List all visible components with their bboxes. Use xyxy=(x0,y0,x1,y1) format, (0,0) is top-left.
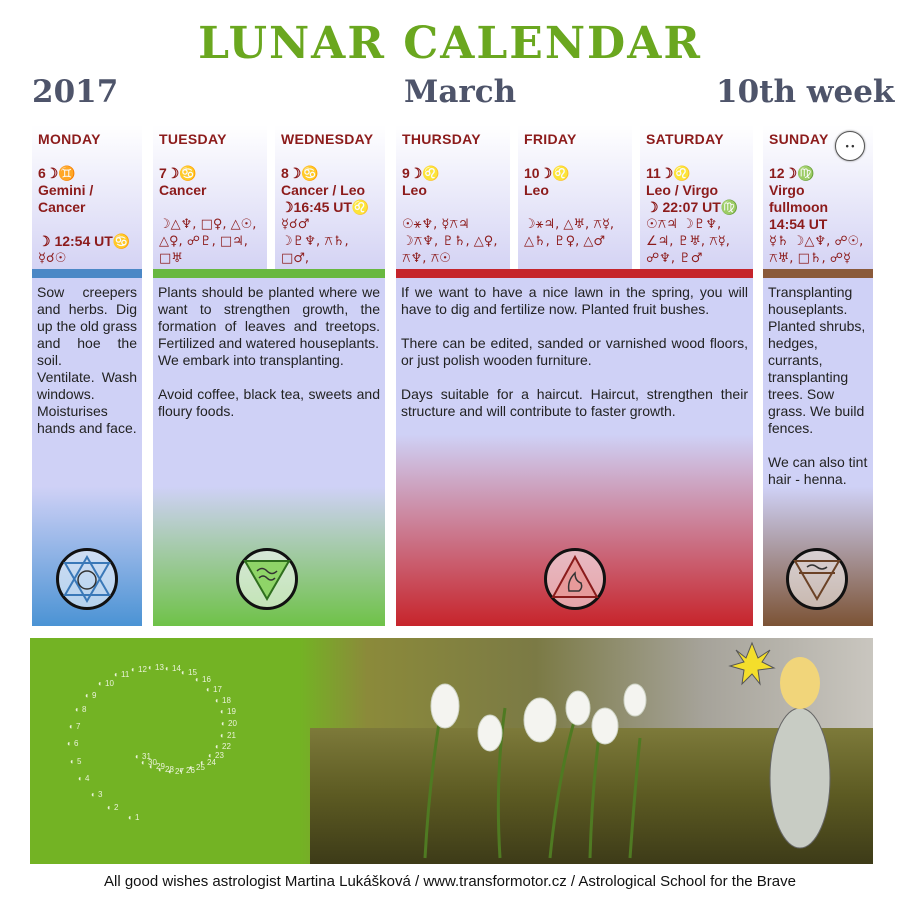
advice-text: Sow creepers and herbs. Dig up the old grass and hoe the soil. xyxy=(37,284,137,368)
day-sign: Cancer xyxy=(159,182,207,198)
day-time: 14:54 UT xyxy=(769,216,828,232)
figure-illustration xyxy=(730,643,830,848)
moon-phase-day: ◐ 21 xyxy=(220,731,236,740)
moon-phase-day: ◐ 15 xyxy=(181,668,197,677)
day-aspects: ☽△♆, □♀, △☉, xyxy=(159,217,257,232)
day-aspects: ☽⚻♆, ♇♄, △♀, xyxy=(402,234,498,249)
advice-text: There can be edited, sanded or varnished wood floors, or just polish wooden furniture. xyxy=(401,335,748,368)
year-label: 2017 xyxy=(32,74,119,110)
moon-phase-day: ◐ 26 xyxy=(179,766,195,775)
advice-text: Avoid coffee, black tea, sweets and floury foods. xyxy=(158,386,380,419)
day-name: SUNDAY xyxy=(769,131,829,147)
day-aspects: △♀, ☍♇, □♃, □♅ xyxy=(159,234,248,266)
advice-text: Transplanting houseplants. Planted shrubs, hedges, currants, transplanting trees. Sow grass. We build fences. xyxy=(768,284,866,436)
earth-element-icon xyxy=(786,548,848,610)
day-aspects: ☉⚹♆, ☿⚻♃ xyxy=(402,217,470,232)
day-sign: Leo / Virgo xyxy=(646,182,719,198)
day-name: MONDAY xyxy=(38,131,101,147)
day-name: THURSDAY xyxy=(402,131,481,147)
moon-phase-day: ◐ 16 xyxy=(195,675,211,684)
day-column-saturday xyxy=(640,125,753,269)
moon-phase-day: ◐ 6 xyxy=(67,739,79,748)
moon-phase-day: ◐ 22 xyxy=(215,742,231,751)
page-title: LUNAR CALENDAR xyxy=(198,18,702,69)
moon-phase-day: ◐ 4 xyxy=(78,774,90,783)
day-sign: Cancer / Leo xyxy=(281,182,366,198)
moon-phase-day: ◐ 20 xyxy=(221,719,237,728)
day-sign: Virgo xyxy=(769,182,805,198)
moon-phase-day: ◐ 24 xyxy=(200,758,216,767)
day-aspects: ☿☌☉ xyxy=(38,251,67,266)
fire-element-icon xyxy=(544,548,606,610)
day-date: 12☽♍ xyxy=(769,165,815,181)
moon-phase-day: ◐ 30 xyxy=(141,758,157,767)
moon-phase-day: ◐ 27 xyxy=(168,767,184,776)
day-sign: Leo xyxy=(402,182,427,198)
element-bar-fire xyxy=(396,269,753,278)
day-time: ☽ 22:07 UT♍ xyxy=(646,199,739,215)
moon-phase-day: ◐ 8 xyxy=(75,705,87,714)
day-date: 9☽♌ xyxy=(402,165,440,181)
advice-text: Plants should be planted where we want to strengthen growth, the formation of leaves and treetops. Fertilized and watered houseplants. We embark into transplanting. xyxy=(158,284,380,368)
day-aspects: ☽⚹♃, △♅, ⚻☿, xyxy=(524,217,615,232)
day-name: WEDNESDAY xyxy=(281,131,374,147)
day-column-friday xyxy=(518,125,632,269)
day-date: 6☽♊ xyxy=(38,165,76,181)
day-aspects: ☽♇♆, ⚻♄, □♂, xyxy=(281,234,349,266)
full-moon-icon: • • xyxy=(835,131,865,161)
day-column-monday xyxy=(32,125,142,269)
day-column-thursday xyxy=(396,125,510,269)
advice-text: Ventilate. Wash windows. Moisturises hands and face. xyxy=(37,369,137,436)
day-name: SATURDAY xyxy=(646,131,724,147)
day-aspects: ⚻♅, □♄, ☍☿ xyxy=(769,251,851,266)
footer-credits: All good wishes astrologist Martina Lukášková / www.transformotor.cz / Astrological School for the Brave xyxy=(104,873,796,890)
moon-phase-day: ◐ 2 xyxy=(107,803,119,812)
moon-phase-day: ◐ 17 xyxy=(206,685,222,694)
month-label: March xyxy=(404,74,517,110)
advice-text: We can also tint hair - henna. xyxy=(768,454,868,487)
day-date: 7☽♋ xyxy=(159,165,197,181)
day-date: 8☽♋ xyxy=(281,165,319,181)
moon-phase-day: ◐ 3 xyxy=(91,790,103,799)
moon-phase-day: ◐ 9 xyxy=(85,691,97,700)
day-column-sunday xyxy=(763,125,873,269)
water-element-icon xyxy=(56,548,118,610)
moon-phase-day: ◐ 19 xyxy=(220,707,236,716)
moon-phase-day: ◐ 14 xyxy=(165,664,181,673)
day-aspects: ☿♄ ☽△♆, ☍☉, xyxy=(769,234,864,249)
advice-text: If we want to have a nice lawn in the spring, you will have to dig and fertilize now. Planted fruit bushes. xyxy=(401,284,748,317)
day-column-tuesday xyxy=(153,125,267,269)
element-bar-water xyxy=(32,269,142,278)
day-sign: Gemini / Cancer xyxy=(38,182,94,215)
moon-phase-day: ◐ 25 xyxy=(189,763,205,772)
moon-phase-day: ◐ 31 xyxy=(135,752,151,761)
snowdrop-photo xyxy=(30,638,873,864)
day-aspects: ☍♆, ♇♂ xyxy=(646,251,703,266)
moon-phase-day: ◐ 10 xyxy=(98,679,114,688)
week-label: 10th week xyxy=(716,74,895,110)
moon-phase-day: ◐ 11 xyxy=(114,670,130,679)
element-bar-air xyxy=(153,269,385,278)
day-aspects: ☿☌♂ xyxy=(281,217,310,232)
day-name: FRIDAY xyxy=(524,131,577,147)
day-column-wednesday xyxy=(275,125,385,269)
day-extra: fullmoon xyxy=(769,199,829,215)
moon-phase-day: ◐ 28 xyxy=(158,765,174,774)
moon-phase-spiral xyxy=(30,638,350,864)
moon-phase-day: ◐ 18 xyxy=(215,696,231,705)
element-bar-earth xyxy=(763,269,873,278)
moon-phase-day: ◐ 7 xyxy=(69,722,81,731)
day-date: 11☽♌ xyxy=(646,165,691,181)
advice-text: Days suitable for a haircut. Haircut, strengthen their structure and will contribute to faster growth. xyxy=(401,386,748,419)
day-time: ☽16:45 UT♌ xyxy=(281,199,370,215)
day-sign: Leo xyxy=(524,182,549,198)
moon-phase-day: ◐ 13 xyxy=(148,663,164,672)
moon-phase-day: ◐ 1 xyxy=(128,813,140,822)
day-aspects: ⚻♆, ⚻☉ xyxy=(402,251,451,266)
moon-phase-day: ◐ 29 xyxy=(149,762,165,771)
day-aspects: △♄, ♇♀, △♂ xyxy=(524,234,606,249)
air-element-icon xyxy=(236,548,298,610)
day-aspects: ☉⚻♃ ☽♇♆, xyxy=(646,217,722,232)
moon-phase-day: ◐ 23 xyxy=(208,751,224,760)
moon-phase-day: ◐ 5 xyxy=(70,757,82,766)
day-aspects: ∠♃, ♇♅, ⚻☿, xyxy=(646,234,730,249)
moon-phase-day: ◐ 12 xyxy=(131,665,147,674)
day-name: TUESDAY xyxy=(159,131,227,147)
day-date: 10☽♌ xyxy=(524,165,570,181)
day-time: ☽ 12:54 UT♋ xyxy=(38,233,131,249)
